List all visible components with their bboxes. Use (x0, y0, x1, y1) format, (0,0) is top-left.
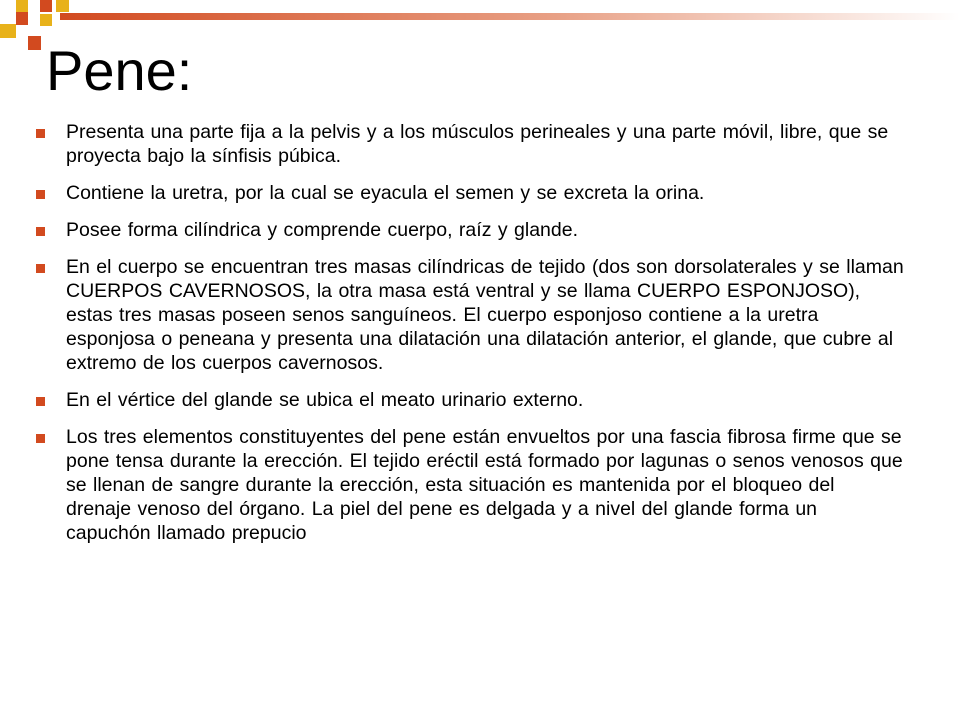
slide-title: Pene: (46, 39, 193, 102)
square-bullet-icon (36, 264, 45, 273)
bullet-item (36, 388, 904, 412)
bullet-list (36, 120, 904, 558)
deco-square-gold-1 (16, 0, 28, 12)
bullet-text: Presenta una parte fija a la pelvis y a los músculos perineales y una parte móvil, libre, que se proyecta bajo la sínfisis púbica. (66, 121, 889, 167)
deco-square-red-2 (16, 12, 28, 25)
header-gradient-bar (60, 13, 960, 20)
square-bullet-icon (36, 397, 45, 406)
bullet-item (36, 181, 904, 205)
bullet-text: Los tres elementos constituyentes del pene están envueltos por una fascia fibrosa firme que se pone tensa durante la erección. El tejido eréctil está formado por lagunas o senos venosos que se llenan de sangre durante la erección, esta situación es mantenida por el bloqueo del drenaje venoso del órgano. La piel del pene es delgada y a nivel del glande forma un capuchón llamado prepucio (66, 426, 903, 544)
square-bullet-icon (36, 190, 45, 199)
deco-square-red-1 (40, 0, 52, 12)
deco-square-red-3 (28, 36, 41, 50)
square-bullet-icon (36, 129, 45, 138)
deco-square-gold-3 (40, 14, 52, 26)
bullet-text: En el vértice del glande se ubica el meato urinario externo. (66, 389, 584, 411)
bullet-item (36, 218, 904, 242)
bullet-text: En el cuerpo se encuentran tres masas cilíndricas de tejido (dos son dorsolaterales y se llaman CUERPOS CAVERNOSOS, la otra masa está ventral y se llama CUERPO ESPONJOSO), estas tres masas poseen senos sanguíneos. El cuerpo esponjoso contiene a la uretra esponjosa o peneana y presenta una dilatación una dilatación anterior, el glande, que cubre al extremo de los cuerpos cavernosos. (66, 256, 904, 374)
square-bullet-icon (36, 434, 45, 443)
bullet-text: Contiene la uretra, por la cual se eyacula el semen y se excreta la orina. (66, 182, 705, 204)
bullet-item (36, 255, 904, 375)
square-bullet-icon (36, 227, 45, 236)
bullet-text: Posee forma cilíndrica y comprende cuerpo, raíz y glande. (66, 219, 579, 241)
bullet-item (36, 425, 904, 545)
deco-square-gold-2 (56, 0, 69, 12)
bullet-item (36, 120, 904, 168)
deco-square-gold-4 (0, 24, 16, 38)
